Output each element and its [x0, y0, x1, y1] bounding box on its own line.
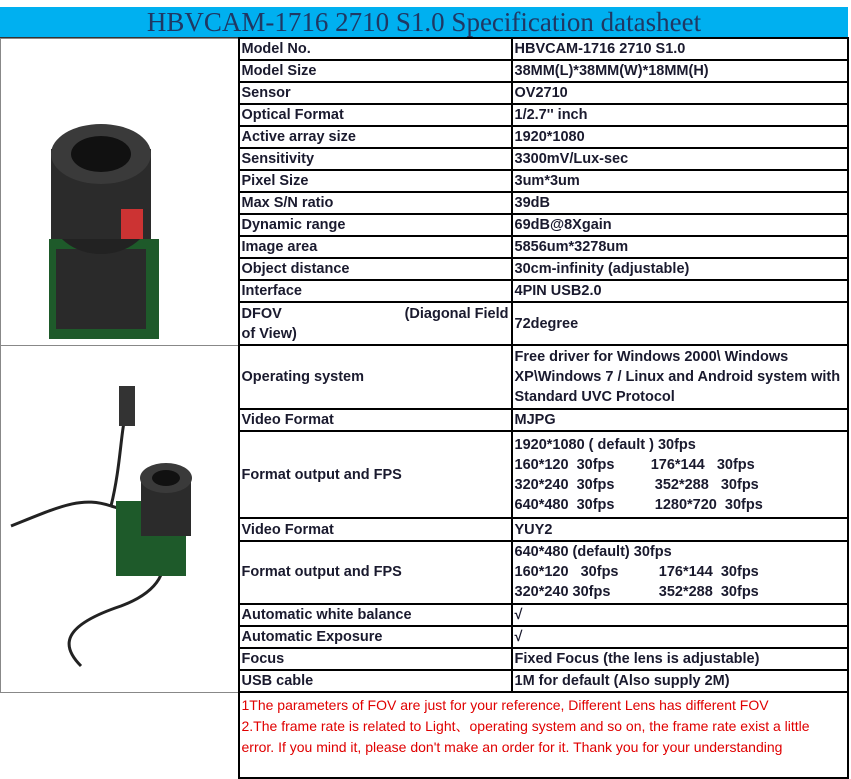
- spec-label: Dynamic range: [239, 214, 512, 236]
- spec-label: Pixel Size: [239, 170, 512, 192]
- spec-value: 1920*1080 ( default ) 30fps 160*120 30fps 176*144 30fps 320*240 30fps 352*288 30fps 640*480 30fps 1280*720 30fps: [512, 431, 849, 518]
- note: 2.The frame rate is related to Light、operating system and so on, the frame rate exist a little error. If you mind it, please don't make an order for it. Thank you for your understanding: [241, 718, 810, 755]
- spec-label: Active array size: [239, 126, 512, 148]
- spec-label-part: of View): [241, 325, 297, 342]
- spec-value: 38MM(L)*38MM(W)*18MM(H): [512, 60, 849, 82]
- spec-value: 640*480 (default) 30fps 160*120 30fps 176*144 30fps 320*240 30fps 352*288 30fps: [512, 541, 849, 604]
- spec-label: Video Format: [239, 518, 512, 540]
- spec-value: 1920*1080: [512, 126, 849, 148]
- spec-value: HBVCAM-1716 2710 S1.0: [512, 38, 849, 60]
- note: 1The parameters of FOV are just for your reference, Different Lens has different FOV: [241, 697, 769, 713]
- spec-label: Object distance: [239, 258, 512, 280]
- spec-value: 3um*3um: [512, 170, 849, 192]
- spec-label: Automatic Exposure: [239, 626, 512, 648]
- spec-value: 69dB@8Xgain: [512, 214, 849, 236]
- spec-label: Model Size: [239, 60, 512, 82]
- image-cell-1: [1, 38, 239, 345]
- spec-value: Fixed Focus (the lens is adjustable): [512, 648, 849, 670]
- spec-value: 30cm-infinity (adjustable): [512, 258, 849, 280]
- notes-cell: [239, 692, 849, 778]
- spec-label: Max S/N ratio: [239, 192, 512, 214]
- spec-table: [0, 37, 849, 779]
- spec-label: Format output and FPS: [239, 431, 512, 518]
- spec-label: USB cable: [239, 670, 512, 692]
- spec-label: Video Format: [239, 409, 512, 431]
- spec-label: Focus: [239, 648, 512, 670]
- camera-with-cable-image: [1, 346, 237, 686]
- spec-label: Sensitivity: [239, 148, 512, 170]
- camera-module-image: [1, 39, 237, 339]
- spec-label: Operating system: [239, 345, 512, 409]
- spec-value: 5856um*3278um: [512, 236, 849, 258]
- spec-value: 1M for default (Also supply 2M): [512, 670, 849, 692]
- spec-label: Image area: [239, 236, 512, 258]
- page-title: HBVCAM-1716 2710 S1.0 Specification datasheet: [0, 7, 848, 38]
- spec-value: √: [512, 604, 849, 626]
- spec-value: 39dB: [512, 192, 849, 214]
- spec-label: Sensor: [239, 82, 512, 104]
- spec-label: Model No.: [239, 38, 512, 60]
- spec-label-part: (Diagonal Field: [404, 305, 509, 322]
- image-cell-2: [1, 345, 239, 692]
- spec-value: 3300mV/Lux-sec: [512, 148, 849, 170]
- blank-cell: [1, 692, 239, 778]
- spec-value: 1/2.7'' inch: [512, 104, 849, 126]
- spec-label-part: DFOV: [241, 305, 282, 322]
- spec-value: OV2710: [512, 82, 849, 104]
- spec-value: 72degree: [512, 302, 849, 345]
- spec-value: √: [512, 626, 849, 648]
- spec-label: Format output and FPS: [239, 541, 512, 604]
- spec-label: Automatic white balance: [239, 604, 512, 626]
- spec-label: Optical Format: [239, 104, 512, 126]
- spec-value: 4PIN USB2.0: [512, 280, 849, 302]
- table-row: [1, 38, 849, 60]
- spec-value: YUY2: [512, 518, 849, 540]
- spec-value: MJPG: [512, 409, 849, 431]
- table-row: [1, 345, 849, 409]
- spec-value: Free driver for Windows 2000\ Windows XP\Windows 7 / Linux and Android system with Standard UVC Protocol: [512, 345, 849, 409]
- spec-label: Interface: [239, 280, 512, 302]
- spec-label: [239, 302, 512, 345]
